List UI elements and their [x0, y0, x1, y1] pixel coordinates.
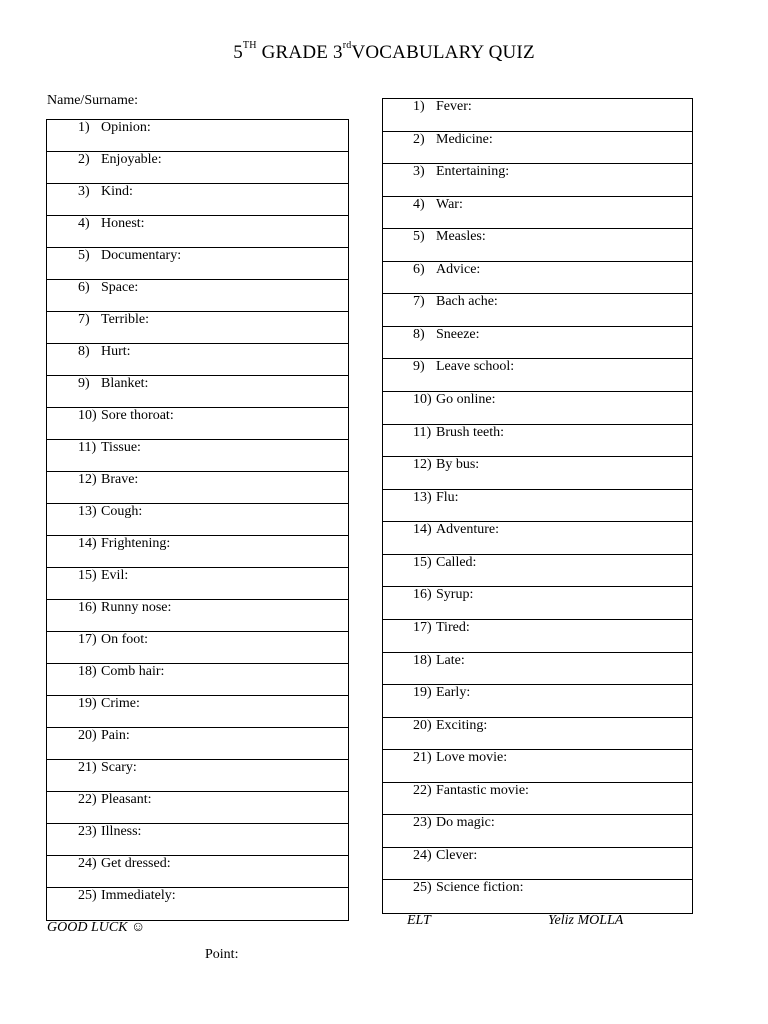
vocabulary-row: [383, 685, 692, 718]
vocabulary-word: Illness:: [101, 824, 142, 839]
point-label: Point:: [205, 947, 239, 962]
item-number: 24): [413, 847, 432, 863]
vocabulary-row: [47, 632, 348, 664]
vocabulary-row: [47, 344, 348, 376]
vocabulary-word: Evil:: [101, 568, 129, 583]
item-number: 21): [413, 750, 432, 766]
quiz-title: [0, 42, 768, 64]
title-sup-rd: rd: [342, 40, 352, 51]
vocabulary-word: Brave:: [101, 472, 139, 487]
vocabulary-row: [383, 359, 692, 392]
vocabulary-row: [383, 815, 692, 848]
item-number: 7): [78, 312, 90, 327]
vocabulary-row: [383, 425, 692, 458]
item-number: 12): [413, 457, 432, 473]
vocabulary-word: Pleasant:: [101, 792, 152, 807]
vocabulary-word: Sneeze:: [436, 326, 480, 342]
vocabulary-row: [47, 792, 348, 824]
vocabulary-word: Leave school:: [436, 359, 515, 375]
vocabulary-word: Measles:: [436, 229, 486, 245]
item-number: 23): [78, 824, 97, 839]
item-number: 9): [78, 376, 90, 391]
vocabulary-word: Immediately:: [101, 888, 176, 903]
vocabulary-word: Go online:: [436, 392, 496, 408]
vocabulary-word: Crime:: [101, 696, 140, 711]
vocabulary-word: Entertaining:: [436, 164, 510, 180]
vocabulary-word: Bach ache:: [436, 294, 498, 310]
item-number: 6): [413, 261, 425, 277]
vocabulary-row: [383, 99, 692, 132]
item-number: 11): [413, 424, 432, 440]
vocabulary-word: Frightening:: [101, 536, 171, 551]
vocabulary-row: [383, 750, 692, 783]
item-number: 7): [413, 294, 425, 310]
vocabulary-row: [47, 824, 348, 856]
vocabulary-row: [383, 457, 692, 490]
vocabulary-word: Get dressed:: [101, 856, 171, 871]
item-number: 15): [78, 568, 97, 583]
footer-elt: ELT: [407, 913, 431, 928]
item-number: 22): [413, 782, 432, 798]
vocabulary-word: By bus:: [436, 457, 480, 473]
vocabulary-row: [383, 294, 692, 327]
vocabulary-word: Scary:: [101, 760, 137, 775]
item-number: 1): [413, 99, 425, 114]
vocabulary-word: Comb hair:: [101, 664, 165, 679]
vocabulary-row: [47, 696, 348, 728]
vocabulary-row: [383, 327, 692, 360]
item-number: 4): [78, 216, 90, 231]
item-number: 18): [413, 652, 432, 668]
item-number: 18): [78, 664, 97, 679]
item-number: 6): [78, 280, 90, 295]
vocabulary-row: [383, 522, 692, 555]
vocabulary-row: [47, 376, 348, 408]
item-number: 14): [413, 522, 432, 538]
vocabulary-word: Cough:: [101, 504, 143, 519]
vocabulary-row: [47, 312, 348, 344]
name-surname-label: Name/Surname:: [47, 93, 138, 108]
item-number: 13): [413, 489, 432, 505]
vocabulary-row: [47, 248, 348, 280]
item-number: 11): [78, 440, 97, 455]
item-number: 5): [78, 248, 90, 263]
vocabulary-word: Terrible:: [101, 312, 149, 327]
item-number: 24): [78, 856, 97, 871]
item-number: 16): [78, 600, 97, 615]
item-number: 10): [78, 408, 97, 423]
vocabulary-row: [383, 229, 692, 262]
vocabulary-word: Medicine:: [436, 131, 493, 147]
item-number: 1): [78, 120, 90, 135]
vocabulary-row: [383, 880, 692, 913]
vocabulary-word: Do magic:: [436, 815, 495, 831]
item-number: 9): [413, 359, 425, 375]
vocabulary-word: Honest:: [101, 216, 145, 231]
vocabulary-word: On foot:: [101, 632, 149, 647]
vocabulary-row: [47, 536, 348, 568]
vocabulary-row: [383, 132, 692, 165]
vocabulary-row: [47, 216, 348, 248]
good-luck-text: GOOD LUCK ☺: [47, 920, 146, 935]
title-sup-th: TH: [242, 40, 257, 51]
vocabulary-row: [47, 152, 348, 184]
vocabulary-word: Blanket:: [101, 376, 149, 391]
vocabulary-word: Exciting:: [436, 717, 488, 733]
item-number: 5): [413, 229, 425, 245]
vocabulary-row: [383, 392, 692, 425]
vocabulary-word: Advice:: [436, 261, 481, 277]
vocabulary-word: Space:: [101, 280, 139, 295]
item-number: 4): [413, 196, 425, 212]
item-number: 17): [413, 619, 432, 635]
vocabulary-word: Tired:: [436, 619, 470, 635]
item-number: 12): [78, 472, 97, 487]
item-number: 25): [78, 888, 97, 903]
item-number: 22): [78, 792, 97, 807]
vocabulary-word: Love movie:: [436, 750, 508, 766]
vocabulary-row: [47, 856, 348, 888]
vocabulary-word: Documentary:: [101, 248, 182, 263]
vocabulary-word: Brush teeth:: [436, 424, 505, 440]
item-number: 2): [413, 131, 425, 147]
vocabulary-row: [383, 197, 692, 230]
vocabulary-word: Syrup:: [436, 587, 474, 603]
item-number: 21): [78, 760, 97, 775]
vocabulary-word: Kind:: [101, 184, 133, 199]
title-mid: GRADE 3: [256, 42, 343, 63]
vocabulary-word: Opinion:: [101, 120, 151, 135]
item-number: 10): [413, 392, 432, 408]
vocabulary-word: Hurt:: [101, 344, 131, 359]
vocabulary-row: [383, 783, 692, 816]
item-number: 20): [78, 728, 97, 743]
vocabulary-word: Early:: [436, 685, 471, 701]
item-number: 8): [413, 326, 425, 342]
vocabulary-row: [383, 653, 692, 686]
vocabulary-row: [383, 555, 692, 588]
vocabulary-word: Enjoyable:: [101, 152, 162, 167]
vocabulary-word: Tissue:: [101, 440, 141, 455]
vocabulary-row: [47, 728, 348, 760]
item-number: 23): [413, 815, 432, 831]
vocabulary-row: [47, 120, 348, 152]
vocabulary-row: [47, 184, 348, 216]
vocabulary-word: War:: [436, 196, 463, 212]
item-number: 19): [78, 696, 97, 711]
vocabulary-row: [383, 262, 692, 295]
item-number: 19): [413, 685, 432, 701]
item-number: 25): [413, 880, 432, 896]
item-number: 17): [78, 632, 97, 647]
vocabulary-word: Flu:: [436, 489, 459, 505]
vocabulary-word: Late:: [436, 652, 465, 668]
vocabulary-word: Adventure:: [436, 522, 499, 538]
vocabulary-row: [47, 888, 348, 920]
vocabulary-word: Clever:: [436, 847, 478, 863]
title-prefix: 5: [233, 42, 243, 63]
vocabulary-row: [383, 164, 692, 197]
vocabulary-word: Science fiction:: [436, 880, 524, 896]
vocabulary-row: [47, 408, 348, 440]
vocabulary-row: [383, 718, 692, 751]
left-vocabulary-table: [46, 119, 349, 921]
right-vocabulary-table: [382, 98, 693, 914]
vocabulary-word: Pain:: [101, 728, 130, 743]
vocabulary-row: [383, 587, 692, 620]
vocabulary-word: Called:: [436, 554, 477, 570]
item-number: 13): [78, 504, 97, 519]
item-number: 8): [78, 344, 90, 359]
vocabulary-row: [47, 760, 348, 792]
item-number: 20): [413, 717, 432, 733]
item-number: 2): [78, 152, 90, 167]
item-number: 15): [413, 554, 432, 570]
vocabulary-row: [383, 490, 692, 523]
vocabulary-word: Runny nose:: [101, 600, 172, 615]
item-number: 3): [413, 164, 425, 180]
vocabulary-word: Fantastic movie:: [436, 782, 529, 798]
item-number: 16): [413, 587, 432, 603]
vocabulary-row: [383, 848, 692, 881]
vocabulary-row: [47, 504, 348, 536]
item-number: 14): [78, 536, 97, 551]
title-suffix: VOCABULARY QUIZ: [351, 42, 535, 63]
vocabulary-row: [47, 440, 348, 472]
vocabulary-word: Fever:: [436, 99, 472, 114]
vocabulary-row: [383, 620, 692, 653]
vocabulary-row: [47, 280, 348, 312]
vocabulary-row: [47, 472, 348, 504]
item-number: 3): [78, 184, 90, 199]
vocabulary-row: [47, 568, 348, 600]
vocabulary-word: Sore thoroat:: [101, 408, 174, 423]
footer-teacher-name: Yeliz MOLLA: [548, 913, 624, 928]
vocabulary-row: [47, 664, 348, 696]
vocabulary-row: [47, 600, 348, 632]
